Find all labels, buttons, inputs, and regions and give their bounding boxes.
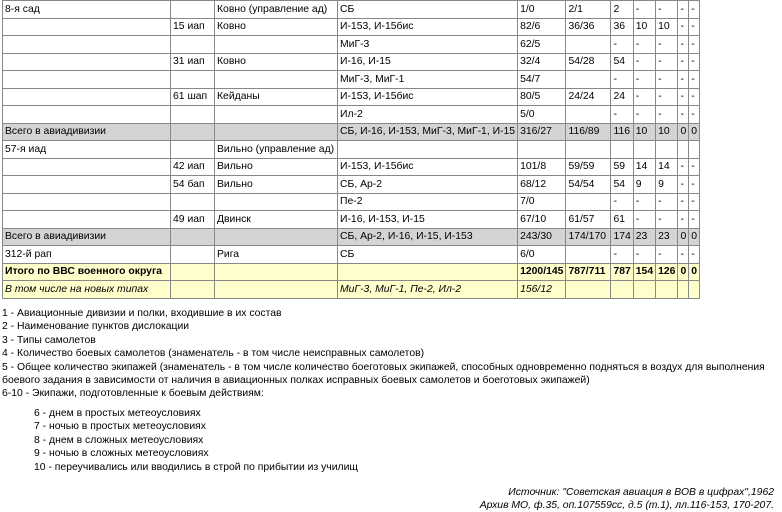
table-cell: 61	[611, 211, 633, 229]
table-cell	[215, 263, 338, 281]
table-row	[3, 246, 700, 264]
table-cell: 54	[611, 176, 633, 194]
column-notes	[2, 307, 780, 401]
table-cell: 14	[633, 158, 655, 176]
table-cell: 9	[633, 176, 655, 194]
table-cell	[171, 263, 215, 281]
table-cell: 156/12	[518, 281, 566, 299]
table-cell	[566, 281, 611, 299]
note-line: 3 - Типы самолетов	[2, 334, 96, 346]
table-cell	[633, 141, 655, 159]
table-cell: -	[678, 88, 689, 106]
table-cell: -	[689, 1, 700, 19]
table-cell: 0	[689, 228, 700, 246]
table-cell: -	[678, 36, 689, 54]
table-cell: -	[633, 246, 655, 264]
table-cell: 116/89	[566, 123, 611, 141]
table-cell	[678, 281, 689, 299]
table-cell: -	[656, 53, 678, 71]
source-citation	[480, 486, 774, 512]
table-cell: 54 бап	[171, 176, 215, 194]
table-cell: -	[656, 1, 678, 19]
table-cell: 2/1	[566, 1, 611, 19]
table-cell: В том числе на новых типах	[3, 281, 171, 299]
table-cell: Ил-2	[338, 106, 518, 124]
code-line: 7 - ночью в простых метеоусловиях	[34, 421, 206, 433]
table-cell	[171, 193, 215, 211]
note-line: 2 - Наименование пунктов дислокации	[2, 321, 190, 333]
table-cell: 101/8	[518, 158, 566, 176]
table-cell: 126	[656, 263, 678, 281]
table-cell: -	[611, 193, 633, 211]
note-line: 5 - Общее количество экипажей (знаменатель - в том числе количество боеготовых экипажей, способных одновременно подняться в воздух для выполнения боевого задания в зависимости от наличия в авиационных полках исправных боевых самолетов и боеготовых экипажей)	[2, 361, 765, 387]
table-cell	[3, 18, 171, 36]
table-cell	[3, 211, 171, 229]
table-cell	[215, 123, 338, 141]
table-cell: -	[678, 1, 689, 19]
table-row	[3, 123, 700, 141]
table-cell: -	[678, 158, 689, 176]
table-cell: -	[633, 193, 655, 211]
table-cell	[171, 106, 215, 124]
table-cell: -	[633, 211, 655, 229]
table-cell: 61/57	[566, 211, 611, 229]
table-cell	[656, 141, 678, 159]
table-cell: -	[689, 88, 700, 106]
table-cell: Ковно	[215, 53, 338, 71]
table-cell: -	[611, 246, 633, 264]
table-cell: 57-я иад	[3, 141, 171, 159]
source-line-2: Архив МО, ф.35, оп.107559сс, д.5 (т.1), лл.116-153, 170-207.	[479, 500, 774, 511]
table-cell: -	[611, 36, 633, 54]
table-cell	[566, 36, 611, 54]
table-cell: СБ, И-16, И-153, МиГ-3, МиГ-1, И-15	[338, 123, 518, 141]
table-cell	[215, 228, 338, 246]
table-cell: Двинск	[215, 211, 338, 229]
table-row	[3, 36, 700, 54]
table-cell	[171, 281, 215, 299]
table-cell	[215, 106, 338, 124]
table-cell	[171, 123, 215, 141]
table-cell: Ковно (управление ад)	[215, 1, 338, 19]
table-cell: -	[689, 211, 700, 229]
table-cell: -	[678, 193, 689, 211]
table-cell: 9	[656, 176, 678, 194]
table-cell: 174/170	[566, 228, 611, 246]
table-row	[3, 158, 700, 176]
table-cell	[215, 281, 338, 299]
table-row	[3, 281, 700, 299]
table-cell: 23	[633, 228, 655, 246]
table-cell	[3, 106, 171, 124]
table-cell: -	[656, 88, 678, 106]
table-cell: Рига	[215, 246, 338, 264]
table-cell: Итого по ВВС военного округа	[3, 263, 171, 281]
table-row	[3, 88, 700, 106]
table-cell	[633, 281, 655, 299]
table-cell: И-153, И-15бис	[338, 18, 518, 36]
table-cell: -	[689, 71, 700, 89]
table-cell: -	[611, 106, 633, 124]
table-cell	[3, 176, 171, 194]
table-cell: 0	[678, 263, 689, 281]
table-cell	[611, 141, 633, 159]
crew-readiness-codes	[34, 407, 358, 474]
table-cell: 80/5	[518, 88, 566, 106]
table-cell: 54/7	[518, 71, 566, 89]
table-row	[3, 141, 700, 159]
table-cell: -	[689, 158, 700, 176]
table-cell: -	[656, 36, 678, 54]
table-cell: 116	[611, 123, 633, 141]
table-cell: 31 иап	[171, 53, 215, 71]
table-row	[3, 176, 700, 194]
table-row	[3, 211, 700, 229]
table-cell: -	[633, 53, 655, 71]
table-cell: 0	[689, 263, 700, 281]
table-cell: Кейданы	[215, 88, 338, 106]
table-cell: 68/12	[518, 176, 566, 194]
table-cell	[3, 193, 171, 211]
table-cell: СБ, Ар-2	[338, 176, 518, 194]
table-cell: 787	[611, 263, 633, 281]
table-cell: И-16, И-153, И-15	[338, 211, 518, 229]
table-cell: -	[656, 71, 678, 89]
table-cell: И-16, И-15	[338, 53, 518, 71]
table-cell	[566, 193, 611, 211]
table-cell: 15 иап	[171, 18, 215, 36]
table-row	[3, 71, 700, 89]
table-cell	[171, 141, 215, 159]
table-cell: -	[689, 36, 700, 54]
table-cell: И-153, И-15бис	[338, 88, 518, 106]
table-cell: -	[689, 53, 700, 71]
table-cell: СБ	[338, 1, 518, 19]
table-cell: -	[678, 106, 689, 124]
table-cell	[338, 263, 518, 281]
table-cell: МиГ-3, МиГ-1	[338, 71, 518, 89]
table-cell: 24/24	[566, 88, 611, 106]
table-row	[3, 228, 700, 246]
table-cell: 24	[611, 88, 633, 106]
table-cell: 54/54	[566, 176, 611, 194]
note-line: 1 - Авиационные дивизии и полки, входившие в их состав	[2, 308, 282, 319]
table-cell: -	[656, 106, 678, 124]
table-cell: -	[678, 246, 689, 264]
table-cell: Пе-2	[338, 193, 518, 211]
table-cell: Всего в авиадивизии	[3, 228, 171, 246]
table-cell: -	[689, 193, 700, 211]
code-line: 8 - днем в сложных метеоусловиях	[34, 434, 204, 446]
table-cell	[566, 246, 611, 264]
table-cell: 2	[611, 1, 633, 19]
table-cell: -	[656, 193, 678, 211]
table-cell: 243/30	[518, 228, 566, 246]
table-cell: И-153, И-15бис	[338, 158, 518, 176]
table-cell	[3, 158, 171, 176]
table-cell: 316/27	[518, 123, 566, 141]
table-cell	[3, 36, 171, 54]
table-cell: 23	[656, 228, 678, 246]
table-cell: 10	[656, 18, 678, 36]
table-cell	[566, 141, 611, 159]
table-cell: -	[633, 88, 655, 106]
table-cell: МиГ-3, МиГ-1, Пе-2, Ил-2	[338, 281, 518, 299]
table-row	[3, 1, 700, 19]
note-line: 4 - Количество боевых самолетов (знаменатель - в том числе неисправных самолетов)	[2, 348, 425, 360]
table-cell: Вильно	[215, 158, 338, 176]
code-line: 10 - переучивались или вводились в строй по прибытии из училищ	[34, 461, 358, 473]
table-cell: -	[678, 176, 689, 194]
table-cell: 174	[611, 228, 633, 246]
table-cell: -	[656, 211, 678, 229]
table-cell: -	[678, 18, 689, 36]
table-cell: 0	[678, 123, 689, 141]
table-cell: 10	[656, 123, 678, 141]
table-cell: 62/5	[518, 36, 566, 54]
table-cell: 42 иап	[171, 158, 215, 176]
table-cell: 312-й рап	[3, 246, 171, 264]
table-cell	[3, 88, 171, 106]
table-cell: 787/711	[566, 263, 611, 281]
table-cell: -	[633, 36, 655, 54]
source-line-1: Источник: "Советская авиация в ВОВ в цифрах",1962	[508, 487, 774, 498]
table-cell	[689, 141, 700, 159]
table-cell: МиГ-3	[338, 36, 518, 54]
table-cell: -	[678, 53, 689, 71]
table-cell: 32/4	[518, 53, 566, 71]
table-cell: 36	[611, 18, 633, 36]
table-cell: 54	[611, 53, 633, 71]
table-cell: 49 иап	[171, 211, 215, 229]
table-cell: 14	[656, 158, 678, 176]
table-cell: 5/0	[518, 106, 566, 124]
table-cell: -	[689, 18, 700, 36]
table-cell: 61 шап	[171, 88, 215, 106]
table-cell: Ковно	[215, 18, 338, 36]
table-cell: -	[689, 106, 700, 124]
table-cell	[678, 141, 689, 159]
table-cell: -	[611, 71, 633, 89]
table-cell: 36/36	[566, 18, 611, 36]
table-cell: СБ, Ар-2, И-16, И-15, И-153	[338, 228, 518, 246]
table-cell	[689, 281, 700, 299]
note-line: 6-10 - Экипажи, подготовленные к боевым действиям:	[2, 388, 264, 400]
table-cell	[566, 71, 611, 89]
table-cell	[215, 36, 338, 54]
table-row	[3, 193, 700, 211]
table-cell	[338, 141, 518, 159]
table-cell: 67/10	[518, 211, 566, 229]
table-cell: 154	[633, 263, 655, 281]
table-cell: 54/28	[566, 53, 611, 71]
table-row	[3, 53, 700, 71]
table-cell	[3, 53, 171, 71]
table-cell: Вильно	[215, 176, 338, 194]
table-cell	[171, 36, 215, 54]
table-cell	[215, 71, 338, 89]
code-line: 6 - днем в простых метеоусловиях	[34, 408, 201, 419]
table-cell: 59	[611, 158, 633, 176]
table-cell: -	[633, 106, 655, 124]
table-cell: 0	[678, 228, 689, 246]
table-cell	[518, 141, 566, 159]
table-cell: -	[678, 211, 689, 229]
table-cell: -	[678, 71, 689, 89]
table-cell: 1/0	[518, 1, 566, 19]
table-cell: 10	[633, 18, 655, 36]
table-row	[3, 263, 700, 281]
table-cell: -	[633, 1, 655, 19]
table-cell: -	[689, 246, 700, 264]
table-cell	[3, 71, 171, 89]
table-cell: 8-я сад	[3, 1, 171, 19]
table-cell	[656, 281, 678, 299]
table-cell: Всего в авиадивизии	[3, 123, 171, 141]
table-cell: 1200/145	[518, 263, 566, 281]
table-cell	[171, 71, 215, 89]
table-cell: 0	[689, 123, 700, 141]
table-cell	[215, 193, 338, 211]
table-cell: 59/59	[566, 158, 611, 176]
table-cell: СБ	[338, 246, 518, 264]
table-cell: -	[689, 176, 700, 194]
table-cell: 82/6	[518, 18, 566, 36]
table-cell: 10	[633, 123, 655, 141]
table-cell: -	[656, 246, 678, 264]
table-cell: 7/0	[518, 193, 566, 211]
code-line: 9 - ночью в сложных метеоусловиях	[34, 448, 209, 460]
table-row	[3, 106, 700, 124]
table-cell	[611, 281, 633, 299]
table-cell	[566, 106, 611, 124]
aviation-units-table	[2, 0, 700, 299]
table-cell: Вильно (управление ад)	[215, 141, 338, 159]
table-cell: 6/0	[518, 246, 566, 264]
table-cell	[171, 228, 215, 246]
table-cell: -	[633, 71, 655, 89]
table-cell	[171, 1, 215, 19]
table-row	[3, 18, 700, 36]
table-cell	[171, 246, 215, 264]
